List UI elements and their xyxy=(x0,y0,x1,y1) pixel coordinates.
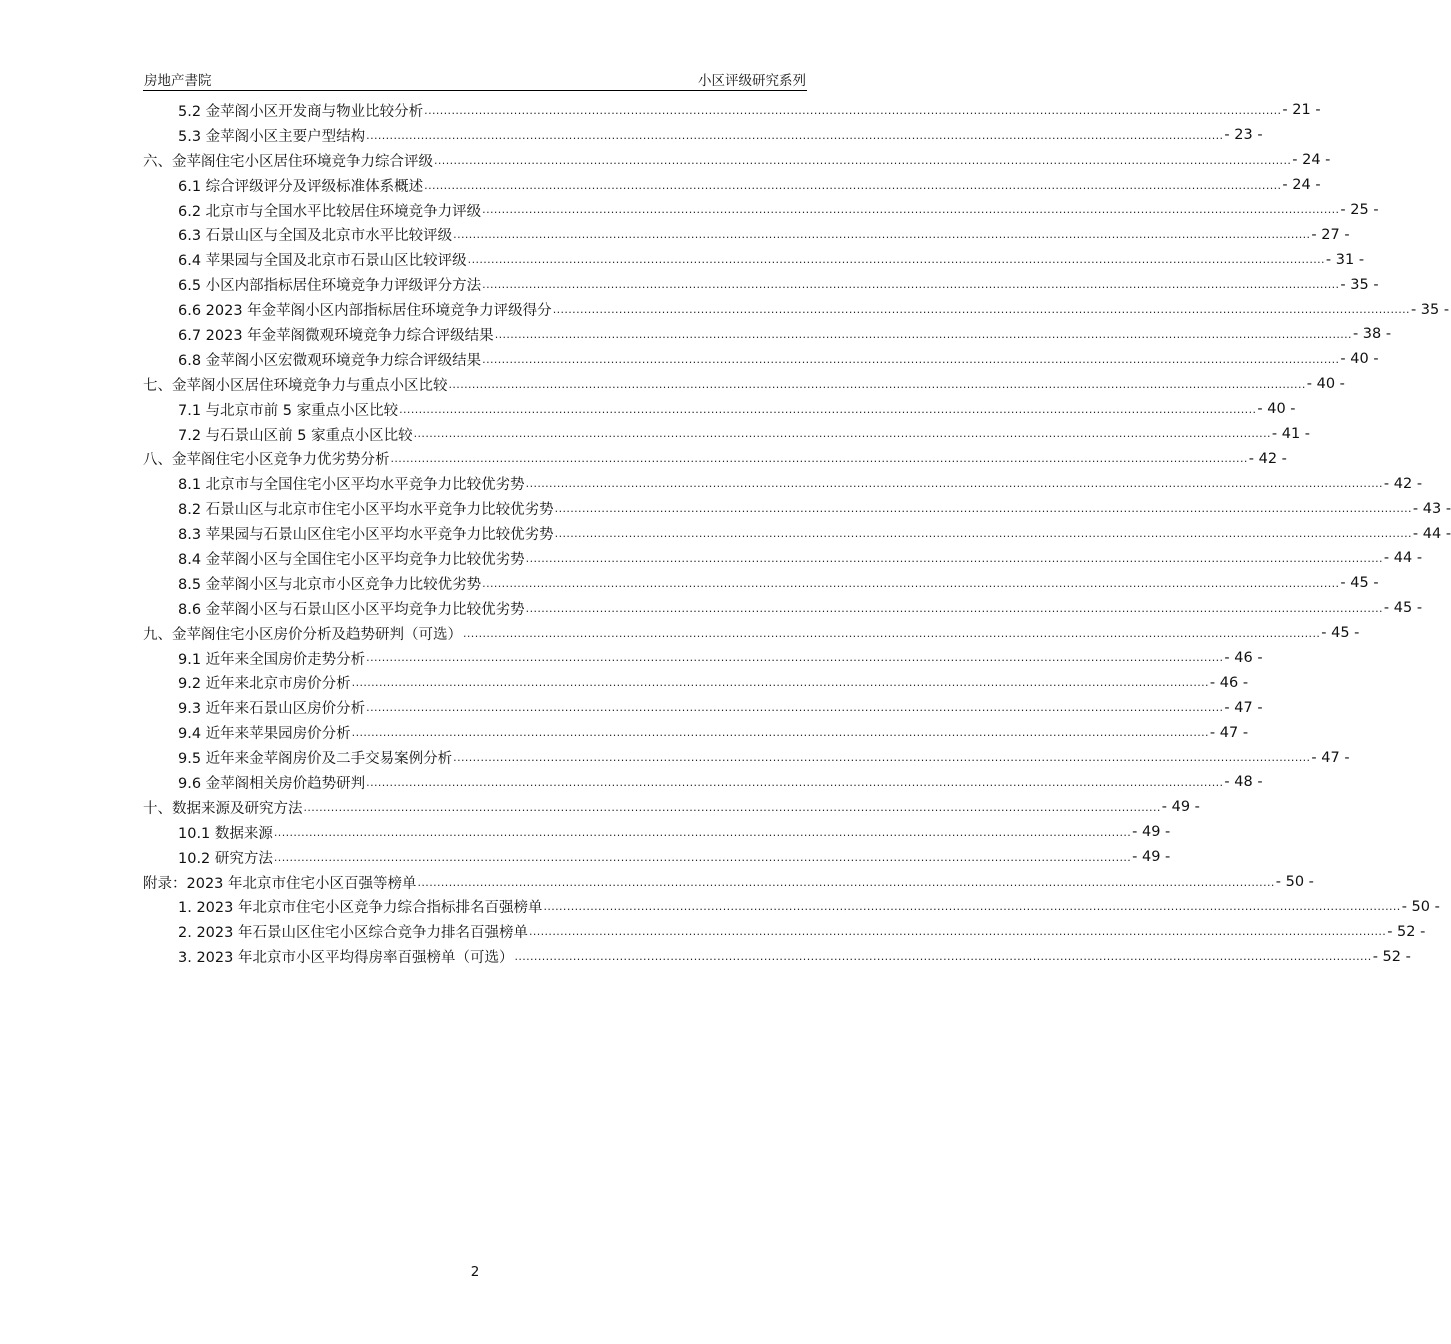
toc-page-number: - 44 - xyxy=(1383,550,1423,567)
toc-section-entry[interactable] xyxy=(143,222,1350,247)
toc-section-entry[interactable] xyxy=(143,297,1450,322)
toc-dot-leader: ............................................................................................................................................................................................................................ xyxy=(273,825,1132,839)
toc-chapter-entry[interactable] xyxy=(143,870,1314,895)
toc-dot-leader: ............................................................................................................................................................................................................................ xyxy=(453,228,1311,242)
toc-dot-leader: ............................................................................................................................................................................................................................ xyxy=(554,527,1412,541)
toc-page-number: - 40 - xyxy=(1257,401,1296,418)
toc-dot-leader: ............................................................................................................................................................................................................................ xyxy=(417,875,1275,889)
toc-page-number: - 35 - xyxy=(1410,301,1450,318)
toc-page-number: - 43 - xyxy=(1412,500,1451,517)
toc-page-number: - 45 - xyxy=(1340,575,1379,592)
toc-dot-leader: ............................................................................................................................................................................................................................ xyxy=(351,676,1209,690)
toc-entry-title: 5.2 金苹阁小区开发商与物业比较分析 xyxy=(178,103,424,120)
toc-dot-leader: ............................................................................................................................................................................................................................ xyxy=(482,278,1340,292)
toc-dot-leader: ............................................................................................................................................................................................................................ xyxy=(482,576,1340,590)
toc-section-entry[interactable] xyxy=(143,98,1321,123)
toc-section-entry[interactable] xyxy=(143,895,1440,920)
toc-chapter-entry[interactable] xyxy=(143,795,1200,820)
toc-entry-title: 6.1 综合评级评分及评级标准体系概述 xyxy=(178,178,424,195)
table-of-contents xyxy=(143,98,1451,969)
toc-dot-leader: ............................................................................................................................................................................................................................ xyxy=(303,800,1161,814)
toc-chapter-entry[interactable] xyxy=(143,372,1345,397)
toc-section-entry[interactable] xyxy=(143,820,1171,845)
toc-dot-leader: ............................................................................................................................................................................................................................ xyxy=(528,925,1387,939)
toc-page-number: - 31 - xyxy=(1325,251,1365,268)
toc-dot-leader: ............................................................................................................................................................................................................................ xyxy=(525,601,1383,615)
toc-entry-title: 9.6 金苹阁相关房价趋势研判 xyxy=(178,775,366,792)
toc-page-number: - 49 - xyxy=(1132,849,1171,866)
toc-entry-title: 6.3 石景山区与全国及北京市水平比较评级 xyxy=(178,228,453,245)
toc-dot-leader: ............................................................................................................................................................................................................................ xyxy=(366,128,1224,142)
toc-page-number: - 47 - xyxy=(1311,749,1350,766)
toc-section-entry[interactable] xyxy=(143,397,1296,422)
toc-dot-leader: ............................................................................................................................................................................................................................ xyxy=(525,551,1383,565)
toc-entry-title: 10.2 研究方法 xyxy=(178,850,273,867)
toc-section-entry[interactable] xyxy=(143,745,1350,770)
toc-page-number: - 50 - xyxy=(1401,898,1440,915)
toc-page-number: - 46 - xyxy=(1209,674,1249,691)
toc-entry-title: 8.6 金苹阁小区与石景山区小区平均竞争力比较优劣势 xyxy=(178,601,525,618)
toc-dot-leader: ............................................................................................................................................................................................................................ xyxy=(543,900,1401,914)
toc-entry-title: 六、金苹阁住宅小区居住环境竞争力综合评级 xyxy=(143,153,433,170)
toc-section-entry[interactable] xyxy=(143,471,1423,496)
toc-page-number: - 48 - xyxy=(1224,774,1263,791)
toc-dot-leader: ............................................................................................................................................................................................................................ xyxy=(482,203,1340,217)
toc-dot-leader: ............................................................................................................................................................................................................................ xyxy=(366,701,1224,715)
toc-dot-leader: ............................................................................................................................................................................................................................ xyxy=(424,103,1282,117)
toc-entry-title: 8.4 金苹阁小区与全国住宅小区平均竞争力比较优劣势 xyxy=(178,551,525,568)
toc-page-number: - 25 - xyxy=(1340,202,1379,218)
toc-dot-leader: ............................................................................................................................................................................................................................ xyxy=(424,178,1282,192)
page-number: 2 xyxy=(470,1264,480,1280)
toc-entry-title: 八、金苹阁住宅小区竞争力优劣势分析 xyxy=(143,452,390,469)
toc-entry-title: 6.8 金苹阁小区宏微观环境竞争力综合评级结果 xyxy=(178,352,482,369)
toc-entry-title: 10.1 数据来源 xyxy=(178,825,273,842)
toc-page-number: - 52 - xyxy=(1372,948,1411,965)
toc-section-entry[interactable] xyxy=(143,422,1311,447)
toc-section-entry[interactable] xyxy=(143,944,1411,969)
toc-entry-title: 8.5 金苹阁小区与北京市小区竞争力比较优劣势 xyxy=(178,576,482,593)
toc-page-number: - 46 - xyxy=(1224,650,1263,667)
toc-section-entry[interactable] xyxy=(143,198,1379,223)
toc-page-number: - 35 - xyxy=(1340,276,1379,293)
toc-dot-leader: ............................................................................................................................................................................................................................ xyxy=(525,477,1383,491)
toc-dot-leader: ............................................................................................................................................................................................................................ xyxy=(453,751,1311,765)
toc-section-entry[interactable] xyxy=(143,770,1263,795)
toc-section-entry[interactable] xyxy=(143,720,1249,745)
toc-entry-title: 8.3 苹果园与石景山区住宅小区平均水平竞争力比较优劣势 xyxy=(178,527,554,544)
toc-dot-leader: ............................................................................................................................................................................................................................ xyxy=(351,726,1209,740)
toc-page-number: - 40 - xyxy=(1340,351,1379,368)
toc-dot-leader: ............................................................................................................................................................................................................................ xyxy=(366,651,1224,665)
toc-entry-title: 5.3 金苹阁小区主要户型结构 xyxy=(178,128,366,145)
toc-entry-title: 9.5 近年来金苹阁房价及二手交易案例分析 xyxy=(178,751,453,768)
toc-section-entry[interactable] xyxy=(143,695,1263,720)
toc-section-entry[interactable] xyxy=(143,845,1171,870)
page-header xyxy=(143,68,807,91)
toc-dot-leader: ............................................................................................................................................................................................................................ xyxy=(467,253,1325,267)
toc-entry-title: 6.7 2023 年金苹阁微观环境竞争力综合评级结果 xyxy=(178,327,494,344)
header-publisher: 房地产書院 xyxy=(144,73,212,89)
toc-page-number: - 24 - xyxy=(1292,152,1331,169)
toc-dot-leader: ............................................................................................................................................................................................................................ xyxy=(482,352,1340,366)
toc-dot-leader: ............................................................................................................................................................................................................................ xyxy=(514,950,1372,964)
toc-section-entry[interactable] xyxy=(143,521,1451,546)
toc-section-entry[interactable] xyxy=(143,123,1263,148)
toc-entry-title: 9.3 近年来石景山区房价分析 xyxy=(178,701,366,718)
toc-page-number: - 42 - xyxy=(1383,475,1423,492)
toc-dot-leader: ............................................................................................................................................................................................................................ xyxy=(413,427,1271,441)
toc-page-number: - 21 - xyxy=(1282,102,1321,119)
toc-dot-leader: ............................................................................................................................................................................................................................ xyxy=(366,775,1224,789)
toc-page-number: - 44 - xyxy=(1412,525,1451,542)
toc-entry-title: 3. 2023 年北京市小区平均得房率百强榜单（可选） xyxy=(178,950,514,967)
toc-chapter-entry[interactable] xyxy=(143,446,1287,471)
header-series-title: 小区评级研究系列 xyxy=(698,73,806,89)
toc-dot-leader: ............................................................................................................................................................................................................................ xyxy=(494,327,1352,341)
toc-entry-title: 6.4 苹果园与全国及北京市石景山区比较评级 xyxy=(178,253,467,270)
toc-section-entry[interactable] xyxy=(143,322,1392,347)
toc-entry-title: 7.2 与石景山区前 5 家重点小区比较 xyxy=(178,427,413,444)
toc-entry-title: 2. 2023 年石景山区住宅小区综合竞争力排名百强榜单 xyxy=(178,925,528,942)
toc-page-number: - 47 - xyxy=(1209,724,1249,741)
toc-page-number: - 38 - xyxy=(1352,326,1392,343)
toc-dot-leader: ............................................................................................................................................................................................................................ xyxy=(273,850,1132,864)
toc-page-number: - 23 - xyxy=(1224,127,1263,144)
toc-entry-title: 6.5 小区内部指标居住环境竞争力评级评分方法 xyxy=(178,278,482,295)
toc-page-number: - 27 - xyxy=(1311,226,1350,243)
toc-page-number: - 40 - xyxy=(1306,376,1345,393)
toc-section-entry[interactable] xyxy=(143,571,1379,596)
toc-dot-leader: ............................................................................................................................................................................................................................ xyxy=(463,626,1321,640)
toc-dot-leader: ............................................................................................................................................................................................................................ xyxy=(448,377,1306,391)
toc-dot-leader: ............................................................................................................................................................................................................................ xyxy=(554,502,1412,516)
toc-page-number: - 45 - xyxy=(1383,600,1423,617)
toc-chapter-entry[interactable] xyxy=(143,148,1331,173)
toc-dot-leader: ............................................................................................................................................................................................................................ xyxy=(399,402,1257,416)
toc-section-entry[interactable] xyxy=(143,247,1365,272)
toc-entry-title: 8.2 石景山区与北京市住宅小区平均水平竞争力比较优劣势 xyxy=(178,502,554,519)
toc-chapter-entry[interactable] xyxy=(143,621,1360,646)
toc-entry-title: 十、数据来源及研究方法 xyxy=(143,800,303,817)
toc-entry-title: 9.2 近年来北京市房价分析 xyxy=(178,676,351,693)
toc-entry-title: 附录：2023 年北京市住宅小区百强等榜单 xyxy=(143,875,417,892)
toc-section-entry[interactable] xyxy=(143,347,1379,372)
toc-page-number: - 52 - xyxy=(1387,923,1426,940)
toc-entry-title: 1. 2023 年北京市住宅小区竞争力综合指标排名百强榜单 xyxy=(178,900,543,917)
toc-dot-leader: ............................................................................................................................................................................................................................ xyxy=(390,452,1248,466)
toc-page-number: - 42 - xyxy=(1248,450,1287,467)
toc-section-entry[interactable] xyxy=(143,272,1379,297)
toc-entry-title: 九、金苹阁住宅小区房价分析及趋势研判（可选） xyxy=(143,626,462,643)
toc-page-number: - 24 - xyxy=(1282,177,1321,194)
toc-page-number: - 47 - xyxy=(1224,699,1263,716)
toc-section-entry[interactable] xyxy=(143,496,1451,521)
toc-section-entry[interactable] xyxy=(143,596,1423,621)
toc-dot-leader: ............................................................................................................................................................................................................................ xyxy=(552,303,1410,317)
toc-page-number: - 41 - xyxy=(1271,426,1311,443)
toc-section-entry[interactable] xyxy=(143,919,1426,944)
toc-page-number: - 49 - xyxy=(1132,824,1171,841)
toc-entry-title: 6.2 北京市与全国水平比较居住环境竞争力评级 xyxy=(178,203,482,220)
toc-entry-title: 8.1 北京市与全国住宅小区平均水平竞争力比较优劣势 xyxy=(178,477,525,494)
toc-entry-title: 9.4 近年来苹果园房价分析 xyxy=(178,726,351,743)
toc-section-entry[interactable] xyxy=(143,670,1249,695)
toc-entry-title: 9.1 近年来全国房价走势分析 xyxy=(178,651,366,668)
toc-entry-title: 7.1 与北京市前 5 家重点小区比较 xyxy=(178,402,399,419)
toc-page-number: - 45 - xyxy=(1321,625,1360,642)
toc-dot-leader: ............................................................................................................................................................................................................................ xyxy=(434,153,1292,167)
toc-page-number: - 49 - xyxy=(1161,799,1200,816)
toc-page-number: - 50 - xyxy=(1275,874,1314,891)
toc-entry-title: 6.6 2023 年金苹阁小区内部指标居住环境竞争力评级得分 xyxy=(178,303,552,320)
toc-entry-title: 七、金苹阁小区居住环境竞争力与重点小区比较 xyxy=(143,377,448,394)
toc-section-entry[interactable] xyxy=(143,546,1423,571)
toc-section-entry[interactable] xyxy=(143,173,1321,198)
toc-section-entry[interactable] xyxy=(143,646,1263,671)
